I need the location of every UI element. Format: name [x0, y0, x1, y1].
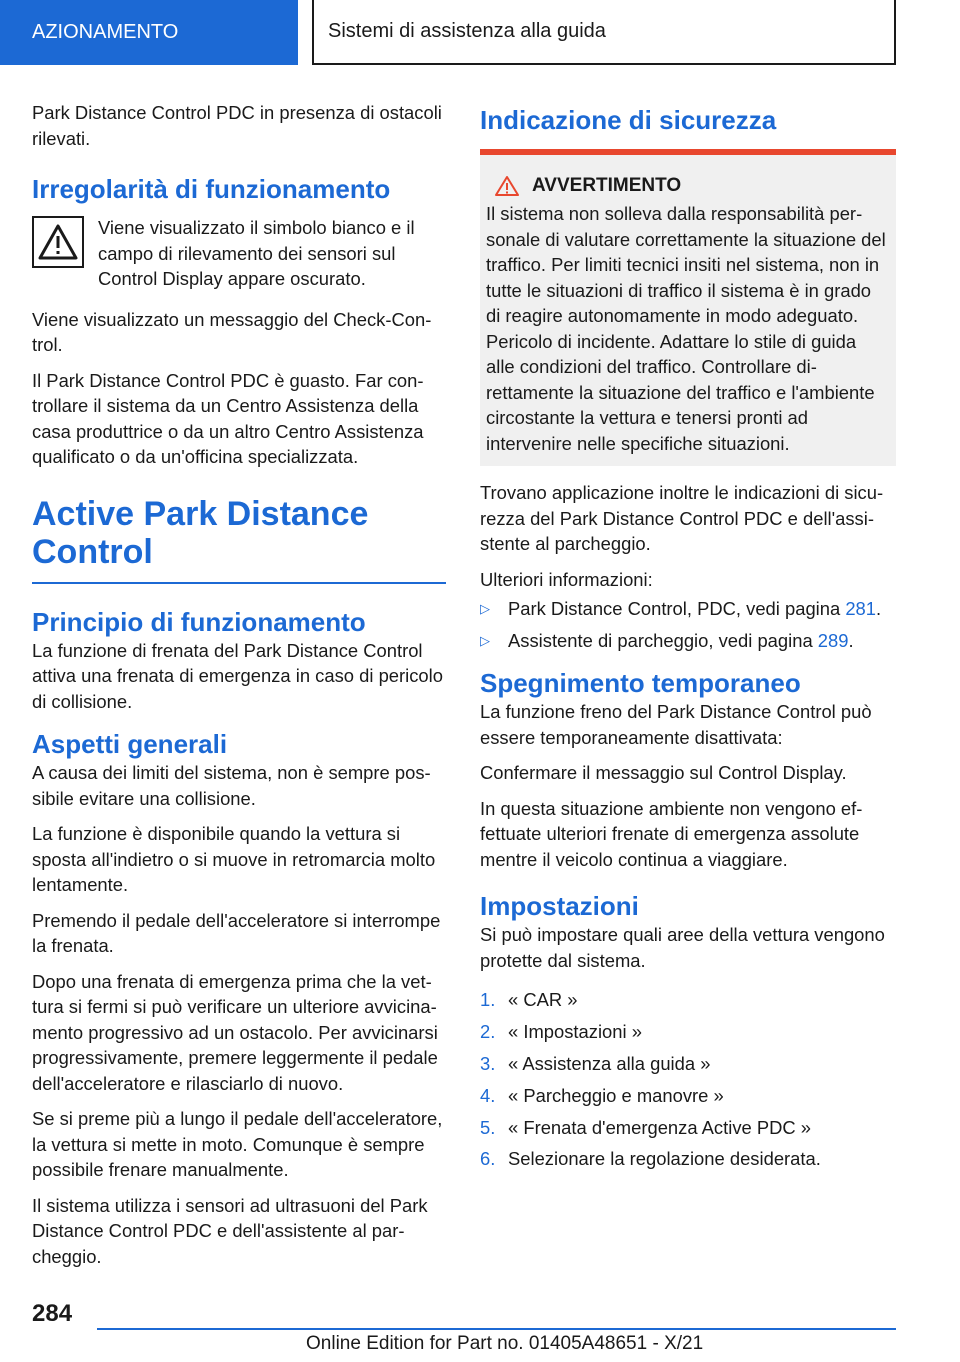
safety-paragraph-1: Trovano applicazione inoltre le indicazioni di sicurezza del Park Distance Control PDC e dell'assistente al parcheggio. [480, 482, 884, 554]
malfunction-paragraph-2: Il Park Distance Control PDC è guasto. Far controllare il sistema da un Centro Assistenza della casa produttrice o da un altro Centro Assistenza qualificato o da un'officina specializzata. [32, 369, 424, 467]
malfunction-paragraph-1: Viene visualizzato un messaggio del Check-Control. [32, 308, 432, 355]
general-paragraph: Il sistema utilizza i sensori ad ultrasuoni del Park Distance Control PDC e dell'assistente al parcheggio. [32, 1194, 428, 1267]
settings-paragraph: Si può impostare quali aree della vettura vengono protette dal sistema. [480, 924, 885, 971]
chapter-title: Sistemi di assistenza alla guida [312, 0, 896, 65]
triangle-bullet-icon: ▷ [480, 632, 490, 648]
settings-heading: Impostazioni [480, 891, 639, 921]
page-link[interactable]: 289 [817, 629, 849, 651]
temporary-paragraph: La funzione freno del Park Distance Control può essere temporaneamente disattivata: [480, 701, 872, 748]
footer-rule [97, 1328, 896, 1330]
heading-rule [32, 582, 446, 584]
reference-item [480, 596, 896, 622]
malfunction-heading: Irregolarità di funzionamento [32, 174, 391, 204]
general-paragraph: La funzione è disponibile quando la vettura si sposta all'indietro o si muove in retromarcia molto lentamente. [32, 823, 436, 895]
general-paragraph: Se si preme più a lungo il pedale dell'acceleratore, la vettura si mette in moto. Comunque è sempre possibile frenare manualmente. [32, 1108, 443, 1180]
reference-item [480, 628, 896, 654]
general-paragraph: Premendo il pedale dell'acceleratore si interrompe la frenata. [32, 909, 441, 956]
warning-text: Il sistema non solleva dalla responsabilità personale di valutare correttamente la situazione del traffico. Per limiti tecnici insiti nel sistema, non in tutte le situazioni di traffico il sistema è in grado di reagire autonomamente in modo adeguato. Pericolo di incidente. Adattare lo stile di guida alle condizioni del traffico. Controllare direttamente la situazione del traffico e l'ambiente circostante la vettura e tenersi pronti ad intervenire nelle specifiche situazioni. [486, 203, 886, 454]
step-item: 1. « CAR » [480, 989, 578, 1010]
warning-label: AVVERTIMENTO [532, 175, 682, 196]
reference-text: Assistente di parcheggio, vedi pagina 289. [508, 629, 854, 651]
safety-paragraph-2: Ulteriori informazioni: [480, 568, 653, 590]
warning-header [486, 175, 886, 197]
malfunction-icon-text: Viene visualizzato il simbolo bianco e il campo di rilevamento dei sensori sul Control Display appare oscurato. [98, 217, 415, 289]
warning-box [480, 149, 896, 466]
general-heading: Aspetti generali [32, 729, 228, 759]
main-heading: Active Park Distance Control [32, 494, 369, 571]
general-paragraph: A causa dei limiti del sistema, non è sempre possibile evitare una collisione. [32, 762, 431, 809]
page-link[interactable]: 281 [845, 598, 877, 619]
warning-icon [494, 175, 520, 197]
step-item: 6. Selezionare la regolazione desiderata. [480, 1148, 821, 1170]
step-item: 4. « Parcheggio e manovre » [480, 1084, 724, 1106]
intro-paragraph: Park Distance Control PDC in presenza di ostacoli rilevati. [32, 102, 442, 149]
section-tab: AZIONAMENTO [0, 0, 298, 65]
settings-steps [480, 987, 896, 1172]
step-item: 2. « Impostazioni » [480, 1020, 642, 1042]
step-item: 3. « Assistenza alla guida » [480, 1052, 711, 1074]
safety-heading: Indicazione di sicurezza [480, 105, 777, 135]
triangle-bullet-icon: ▷ [480, 601, 490, 616]
step-item: 5. « Frenata d'emergenza Active PDC » [480, 1116, 812, 1138]
edition-footer: Online Edition for Part no. 01405A48651 - X/21 [306, 1333, 704, 1354]
general-paragraph: Dopo una frenata di emergenza prima che la vettura si fermi si può verificare un ulteriore avvicinamento progressivo ad un ostacolo. Per avvicinarsi progressivamente, premere leggermente il pedale dell'acceleratore e rilasciarlo di nuovo. [32, 970, 438, 1094]
temporary-paragraph: In questa situazione ambiente non vengono effettuate ulteriori frenate di emergenza assolute mentre il veicolo continua a viaggiare. [480, 797, 863, 870]
malfunction-icon-row [32, 205, 446, 302]
principle-heading: Principio di funzionamento [32, 606, 366, 637]
page-number: 284 [32, 1300, 73, 1327]
reference-text: Park Distance Control, PDC, vedi pagina 281. [508, 598, 882, 619]
temporary-paragraph: Confermare il messaggio sul Control Display. [480, 762, 847, 783]
left-column [32, 100, 446, 1279]
right-column [480, 100, 896, 1178]
principle-paragraph: La funzione di frenata del Park Distance Control attiva una frenata di emergenza in caso di pericolo di collisione. [32, 639, 443, 712]
temporary-off-heading: Spegnimento temporaneo [480, 668, 801, 698]
warning-triangle-icon [32, 216, 84, 268]
